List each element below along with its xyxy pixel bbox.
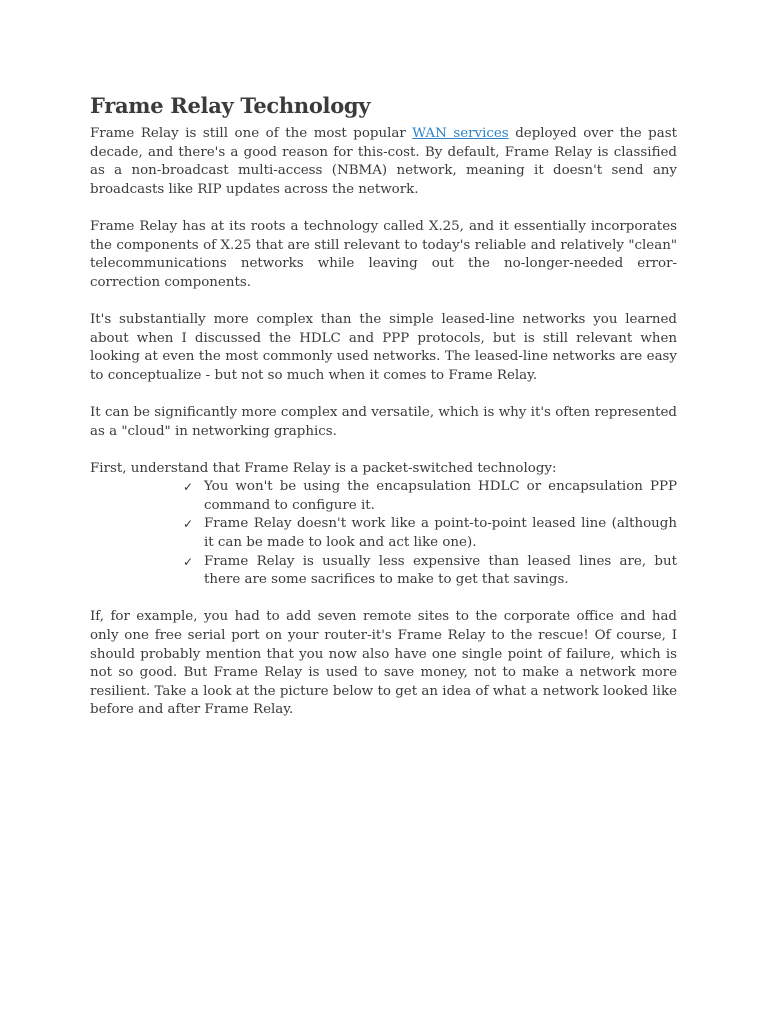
checkmark-icon: ✓ bbox=[183, 480, 194, 495]
paragraph-1 bbox=[90, 125, 677, 199]
paragraph-5: If, for example, you had to add seven remote sites to the corporate office and had only one free serial port on your router-it's Frame Relay to the rescue! Of course, I should probably mention that you now also have one single point of failure, which is not so good. But Frame Relay is used to save money, not to make a network more resilient. Take a look at the picture below to get an idea of what a network looked like before and after Frame Relay. bbox=[90, 609, 677, 718]
document-title: Frame Relay Technology bbox=[90, 93, 371, 118]
wan-services-link[interactable]: WAN services bbox=[412, 126, 509, 141]
paragraph-1-text-after: deployed over the past decade, and there's a good reason for this-cost. By default, Frame Relay is classified as a non-broadcast multi-access (NBMA) network, meaning it doesn't send any broadcasts like RIP updates across the network. bbox=[90, 126, 677, 197]
checklist-item bbox=[183, 515, 677, 552]
checklist bbox=[183, 478, 677, 590]
checklist-item-text: You won't be using the encapsulation HDLC or encapsulation PPP command to configure it. bbox=[204, 479, 677, 513]
checklist-item-text: Frame Relay is usually less expensive than leased lines are, but there are some sacrifices to make to get that savings. bbox=[204, 553, 677, 588]
checklist-item-text: Frame Relay doesn't work like a point-to-point leased line (although it can be made to look and act like one). bbox=[204, 516, 677, 551]
paragraph-1-text-before: Frame Relay is still one of the most popular bbox=[90, 126, 413, 141]
list-intro: First, understand that Frame Relay is a packet-switched technology: bbox=[90, 460, 557, 476]
checklist-item bbox=[183, 553, 677, 590]
paragraph-3: It's substantially more complex than the simple leased-line networks you learned about when I discussed the HDLC and PPP protocols, but is still relevant when looking at even the most commonly used networks. The leased-line networks are easy to conceptualize - but not so much when it comes to Frame Relay. bbox=[90, 311, 677, 383]
checkmark-icon: ✓ bbox=[183, 554, 194, 569]
paragraph-4: It can be significantly more complex and versatile, which is why it's often represented as a "cloud" in networking graphics. bbox=[90, 404, 677, 439]
document-body bbox=[90, 91, 677, 739]
checkmark-icon: ✓ bbox=[183, 517, 194, 532]
paragraph-2: Frame Relay has at its roots a technology called X.25, and it essentially incorporates the components of X.25 that are still relevant to today's reliable and relatively "clean" telecommunications networks while leaving out the no-longer-needed error-correction components. bbox=[90, 218, 677, 290]
checklist-item bbox=[183, 478, 677, 515]
